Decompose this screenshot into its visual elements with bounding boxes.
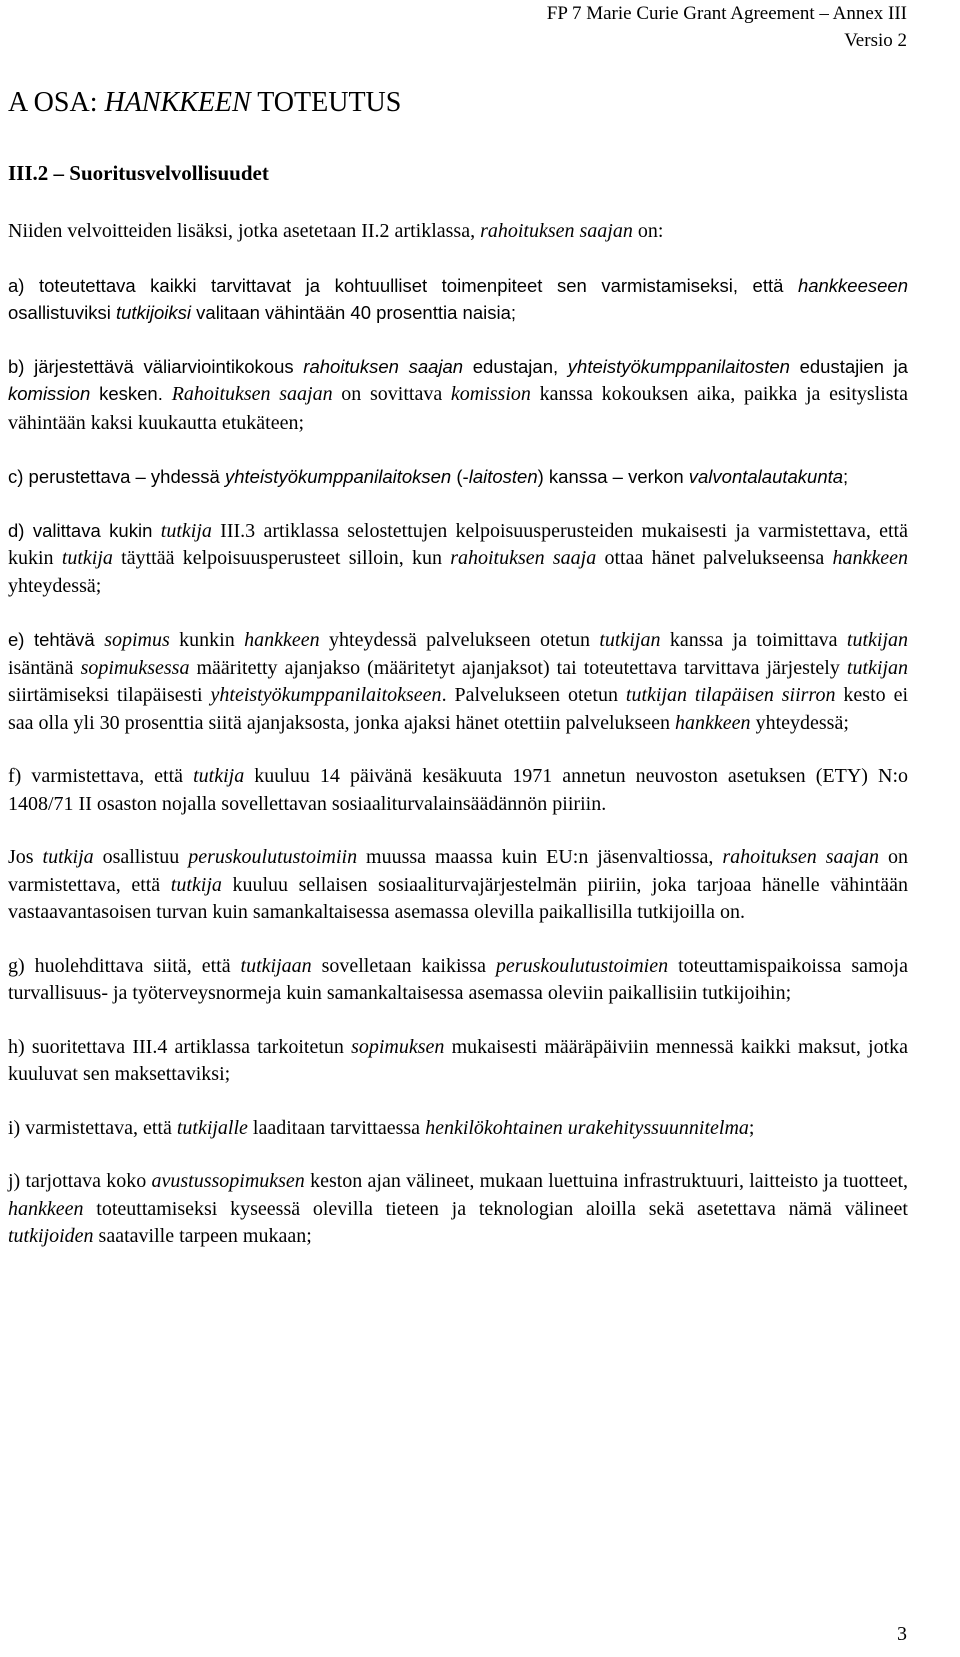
text-run: täyttää kelpoisuusperusteet silloin, kun [112, 547, 451, 569]
emphasis-term: tutkijan [599, 629, 661, 651]
emphasis-term: tutkijan [846, 656, 908, 679]
text-run: ottaa hänet palvelukseensa [596, 547, 833, 569]
text-run: Niiden velvoitteiden lisäksi, jotka asetetaan II.2 artiklassa, [8, 220, 481, 242]
text-run: f) varmistettava, että [8, 765, 194, 787]
text-run: kunkin [169, 629, 245, 651]
item-d [8, 517, 908, 601]
emphasis-term: hankkeen [675, 711, 751, 734]
emphasis-term: rahoituksen saajan [480, 220, 633, 242]
emphasis-term: hankkeeseen [797, 274, 908, 296]
text-run: Jos [8, 846, 43, 868]
emphasis-term: tutkijoiden [8, 1225, 94, 1247]
emphasis-term: tutkijalle [176, 1116, 248, 1139]
item-f [8, 763, 908, 818]
emphasis-term: peruskoulutustoimien [495, 954, 669, 977]
text-run: sovelletaan kaikissa [311, 954, 496, 977]
text-run: j) tarjottava koko [8, 1170, 152, 1192]
emphasis-term: tutkija [61, 547, 113, 569]
emphasis-term: yhteistyökumppanilaitokseen [210, 684, 442, 706]
item-j [8, 1168, 908, 1251]
text-run: kuuluu 14 päivänä kesäkuuta 1971 annetun neuvoston asetuksen (ETY) N:o 1408/71 II osaston nojalla sovellettavan sosiaaliturvalainsäädännön piiriin. [8, 765, 909, 815]
item-g [8, 953, 908, 1008]
item-h [8, 1034, 908, 1089]
title-prefix: A OSA: [8, 87, 105, 118]
text-run: valitaan vähintään 40 prosenttia naisia; [191, 302, 517, 323]
emphasis-term: yhteistyökumppanilaitosten [567, 355, 790, 377]
item-c [8, 463, 908, 491]
title-suffix: TOTEUTUS [250, 87, 402, 118]
emphasis-term: laitosten [468, 466, 538, 487]
text-run: kanssa ja toimittava [660, 629, 847, 651]
emphasis-term: komission [8, 383, 91, 404]
text-run: keston ajan välineet, mukaan luettuina infrastruktuuri, laitteisto ja tuotteet, [304, 1170, 908, 1192]
page-title [8, 86, 908, 120]
text-run: ) kanssa – verkon [537, 466, 689, 487]
text-run: yhteydessä; [750, 711, 849, 734]
text-run: siirtämiseksi tilapäisesti [8, 684, 211, 706]
emphasis-term: tutkijan [846, 629, 908, 651]
text-run: ; [843, 466, 849, 487]
text-run: osallistuviksi [8, 302, 116, 323]
emphasis-term: komission [450, 383, 531, 405]
emphasis-term: sopimuksessa [80, 656, 190, 679]
text-run: kanssa kokouksen aika, paikka ja esityslista vähintään kaksi kuukautta etukäteen; [8, 383, 908, 434]
text-run: toteuttamiseksi kyseessä olevilla tieteen ja teknologian aloilla sekä asetettava nämä välineet [83, 1197, 908, 1220]
emphasis-term: hankkeen [832, 547, 908, 569]
text-run: d) valittava kukin [8, 519, 161, 541]
intro-paragraph [8, 218, 908, 246]
text-run: b) järjestettävä väliarviointikokous [8, 355, 304, 377]
item-i [8, 1115, 908, 1143]
emphasis-term: avustussopimuksen [151, 1170, 305, 1192]
emphasis-term: tutkija [42, 846, 94, 868]
text-run: a) toteutettava kaikki tarvittavat ja kohtuulliset toimenpiteet sen varmistamiseksi, että [8, 274, 798, 296]
emphasis-term: tutkijaan [240, 954, 312, 977]
title-italic: HANKKEEN [104, 87, 251, 118]
text-run: osallistuu [93, 846, 189, 868]
text-run: kuuluu sellaisen sosiaaliturvajärjestelmän piiriin, joka tarjoaa hänelle vähintään vastaavantasoisen turvan kuin samankaltaisessa asemassa olevilla paikallisilla tutkijoilla on. [8, 873, 908, 923]
text-run: c) perustettava – yhdessä [8, 466, 225, 487]
emphasis-term: Rahoituksen saajan [171, 383, 333, 405]
document-header [547, 0, 907, 54]
text-run: edustajan, [463, 355, 568, 377]
page-number: 3 [897, 1623, 907, 1645]
text-run: edustajien ja [789, 355, 908, 377]
text-run: e) tehtävä [8, 629, 105, 650]
text-run: kesto ei saa olla yli 30 prosenttia siitä ajanjaksosta, jonka ajaksi hänet otettiin palvelukseen [8, 684, 909, 734]
text-run: III.3 artiklassa selostettujen kelpoisuusperusteiden mukaisesti ja varmistettava, että kukin [8, 519, 908, 569]
text-run: määritetty ajanjakso (määritetyt ajanjaksot) tai toteutettava tarvittava järjestely [189, 656, 847, 679]
text-run: on: [632, 220, 664, 242]
text-run: (- [451, 466, 469, 487]
paragraph-jos [8, 844, 908, 927]
item-b [8, 353, 908, 438]
text-run: i) varmistettava, että [8, 1116, 177, 1139]
emphasis-term: henkilökohtainen urakehityssuunnitelma [425, 1116, 749, 1139]
text-run: isäntänä [8, 656, 81, 679]
emphasis-term: rahoituksen saajan [722, 846, 880, 868]
document-body [8, 86, 908, 1277]
emphasis-term: tutkija [160, 519, 212, 542]
emphasis-term: sopimuksen [351, 1035, 445, 1058]
emphasis-term: tutkija [193, 765, 245, 787]
header-version: Versio 2 [844, 30, 907, 51]
text-run: . Palvelukseen otetun [441, 684, 626, 706]
header-agreement-title: FP 7 Marie Curie Grant Agreement – Annex III [546, 3, 907, 24]
text-run: h) suoritettava III.4 artiklassa tarkoitetun [8, 1035, 352, 1058]
text-run: on varmistettava, että [8, 846, 909, 896]
text-run: mukaisesti määräpäiviin mennessä kaikki maksut, jotka kuuluvat sen maksettaviksi; [8, 1035, 909, 1085]
text-run: yhteydessä palvelukseen otetun [319, 629, 600, 651]
section-heading: III.2 – Suoritusvelvollisuudet [8, 161, 269, 185]
emphasis-term: peruskoulutustoimiin [188, 846, 358, 868]
text-run: on sovittava [332, 383, 451, 405]
emphasis-term: rahoituksen saajan [303, 355, 464, 377]
text-run: saataville tarpeen mukaan; [93, 1225, 312, 1247]
emphasis-term: tutkijan tilapäisen siirron [625, 684, 836, 706]
emphasis-term: sopimus [104, 629, 170, 651]
text-run: ; [748, 1116, 755, 1139]
emphasis-term: hankkeen [8, 1197, 84, 1220]
emphasis-term: yhteistyökumppanilaitoksen [224, 466, 452, 487]
text-run: toteuttamispaikoissa samoja turvallisuus- ja työterveysnormeja kuin samankaltaisessa asemassa oleviin paikallisiin tutkijoihin; [8, 954, 908, 1004]
text-run: kesken. [90, 383, 172, 404]
emphasis-term: tutkijoiksi [115, 302, 192, 323]
text-run: laaditaan tarvittaessa [247, 1116, 426, 1139]
emphasis-term: rahoituksen saaja [450, 547, 597, 569]
text-run: yhteydessä; [8, 574, 102, 597]
text-run: muussa maassa kuin EU:n jäsenvaltiossa, [357, 846, 723, 868]
text-run: g) huolehdittava siitä, että [8, 954, 241, 977]
emphasis-term: hankkeen [244, 629, 320, 651]
item-e [8, 626, 908, 737]
item-a [8, 272, 908, 327]
emphasis-term: tutkija [170, 873, 222, 896]
emphasis-term: valvontalautakunta [688, 466, 844, 487]
